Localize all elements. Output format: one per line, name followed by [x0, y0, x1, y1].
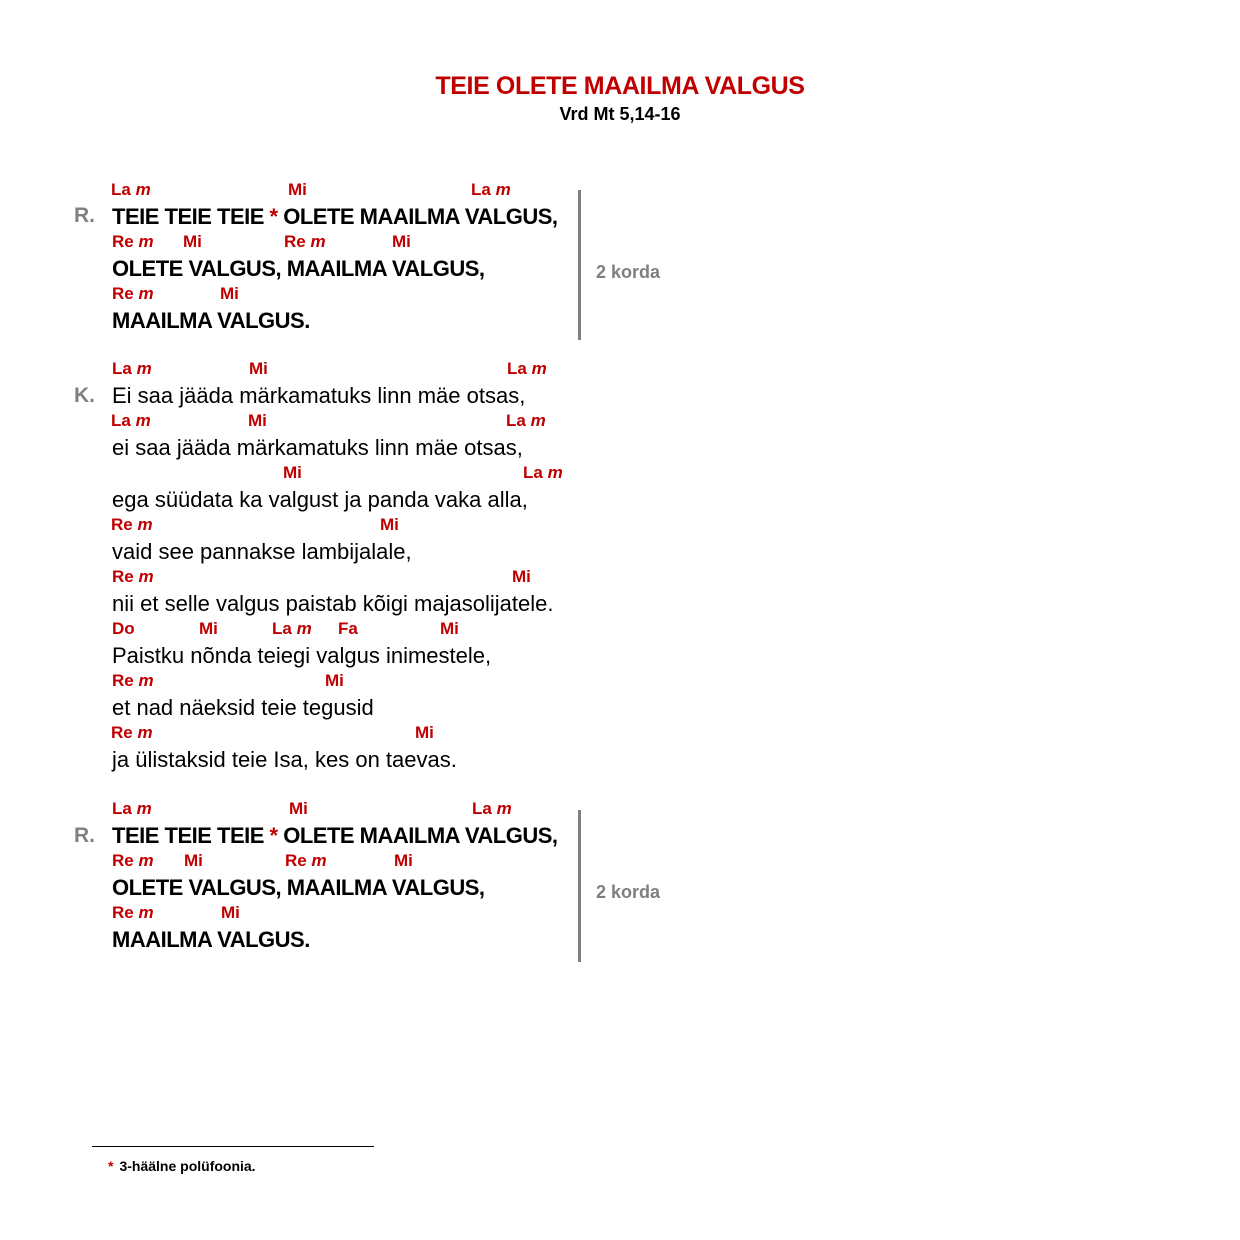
lyric-line: TEIE TEIE TEIE * OLETE MAAILMA VALGUS, [112, 204, 558, 229]
lyric-line: MAAILMA VALGUS. [112, 308, 310, 333]
chord: Mi [199, 619, 218, 638]
chord: Re m [112, 567, 154, 586]
chord: Re m [112, 851, 154, 870]
lyric-line: nii et selle valgus paistab kõigi majasolijatele. [112, 591, 554, 616]
chord: Mi [392, 232, 411, 251]
chord: Re m [111, 723, 153, 742]
chord: La m [523, 463, 563, 482]
chord: Re m [112, 284, 154, 303]
repeat-bar [578, 810, 581, 962]
chord: Mi [249, 359, 268, 378]
chord: Mi [415, 723, 434, 742]
chord: Mi [220, 284, 239, 303]
chord: Re m [284, 232, 326, 251]
footnote: * 3-häälne polüfoonia. [108, 1158, 256, 1174]
chord: Mi [288, 180, 307, 199]
chord: La m [472, 799, 512, 818]
lyric-line: ei saa jääda märkamatuks linn mäe otsas, [112, 435, 523, 460]
chord: Re m [112, 903, 154, 922]
verse-label: K. [74, 384, 95, 407]
chord: Mi [325, 671, 344, 690]
refrain-label: R. [74, 824, 95, 847]
asterisk-marker: * [269, 204, 278, 229]
asterisk-marker: * [269, 823, 278, 848]
asterisk-marker: * [108, 1158, 114, 1174]
chord: Mi [221, 903, 240, 922]
refrain-label: R. [74, 204, 95, 227]
chord: Fa [338, 619, 358, 638]
chord: Re m [111, 515, 153, 534]
chord: Mi [283, 463, 302, 482]
chord: La m [507, 359, 547, 378]
chord: Mi [184, 851, 203, 870]
chord: Re m [112, 232, 154, 251]
chord: Mi [440, 619, 459, 638]
chord: La m [272, 619, 312, 638]
song-reference: Vrd Mt 5,14-16 [559, 104, 681, 124]
chord: Re m [112, 671, 154, 690]
chord: Mi [248, 411, 267, 430]
lyric-line: OLETE VALGUS, MAAILMA VALGUS, [112, 256, 485, 281]
lyric-line: TEIE TEIE TEIE * OLETE MAAILMA VALGUS, [112, 823, 558, 848]
chord: Mi [289, 799, 308, 818]
lyric-line: ega süüdata ka valgust ja panda vaka alla, [112, 487, 528, 512]
lyric-line: OLETE VALGUS, MAAILMA VALGUS, [112, 875, 485, 900]
chord: La m [111, 411, 151, 430]
lyric-line: MAAILMA VALGUS. [112, 927, 310, 952]
lyric-line: vaid see pannakse lambijalale, [112, 539, 412, 564]
lyric-line: Ei saa jääda märkamatuks linn mäe otsas, [112, 383, 526, 408]
chord: Mi [394, 851, 413, 870]
lyric-line: et nad näeksid teie tegusid [112, 695, 374, 720]
repeat-note: 2 korda [596, 882, 661, 902]
lyric-line: ja ülistaksid teie Isa, kes on taevas. [112, 747, 457, 772]
chord: La m [112, 359, 152, 378]
song-title: TEIE OLETE MAAILMA VALGUS [435, 72, 805, 100]
repeat-note: 2 korda [596, 262, 661, 282]
chord: La m [471, 180, 511, 199]
chord: La m [112, 799, 152, 818]
chord: Re m [285, 851, 327, 870]
chord: La m [506, 411, 546, 430]
chord: La m [111, 180, 151, 199]
footnote-rule [92, 1146, 374, 1147]
chord: Do [112, 619, 135, 638]
chord: Mi [512, 567, 531, 586]
chord: Mi [183, 232, 202, 251]
repeat-bar [578, 190, 581, 340]
chord: Mi [380, 515, 399, 534]
lyric-line: Paistku nõnda teiegi valgus inimestele, [112, 643, 492, 668]
